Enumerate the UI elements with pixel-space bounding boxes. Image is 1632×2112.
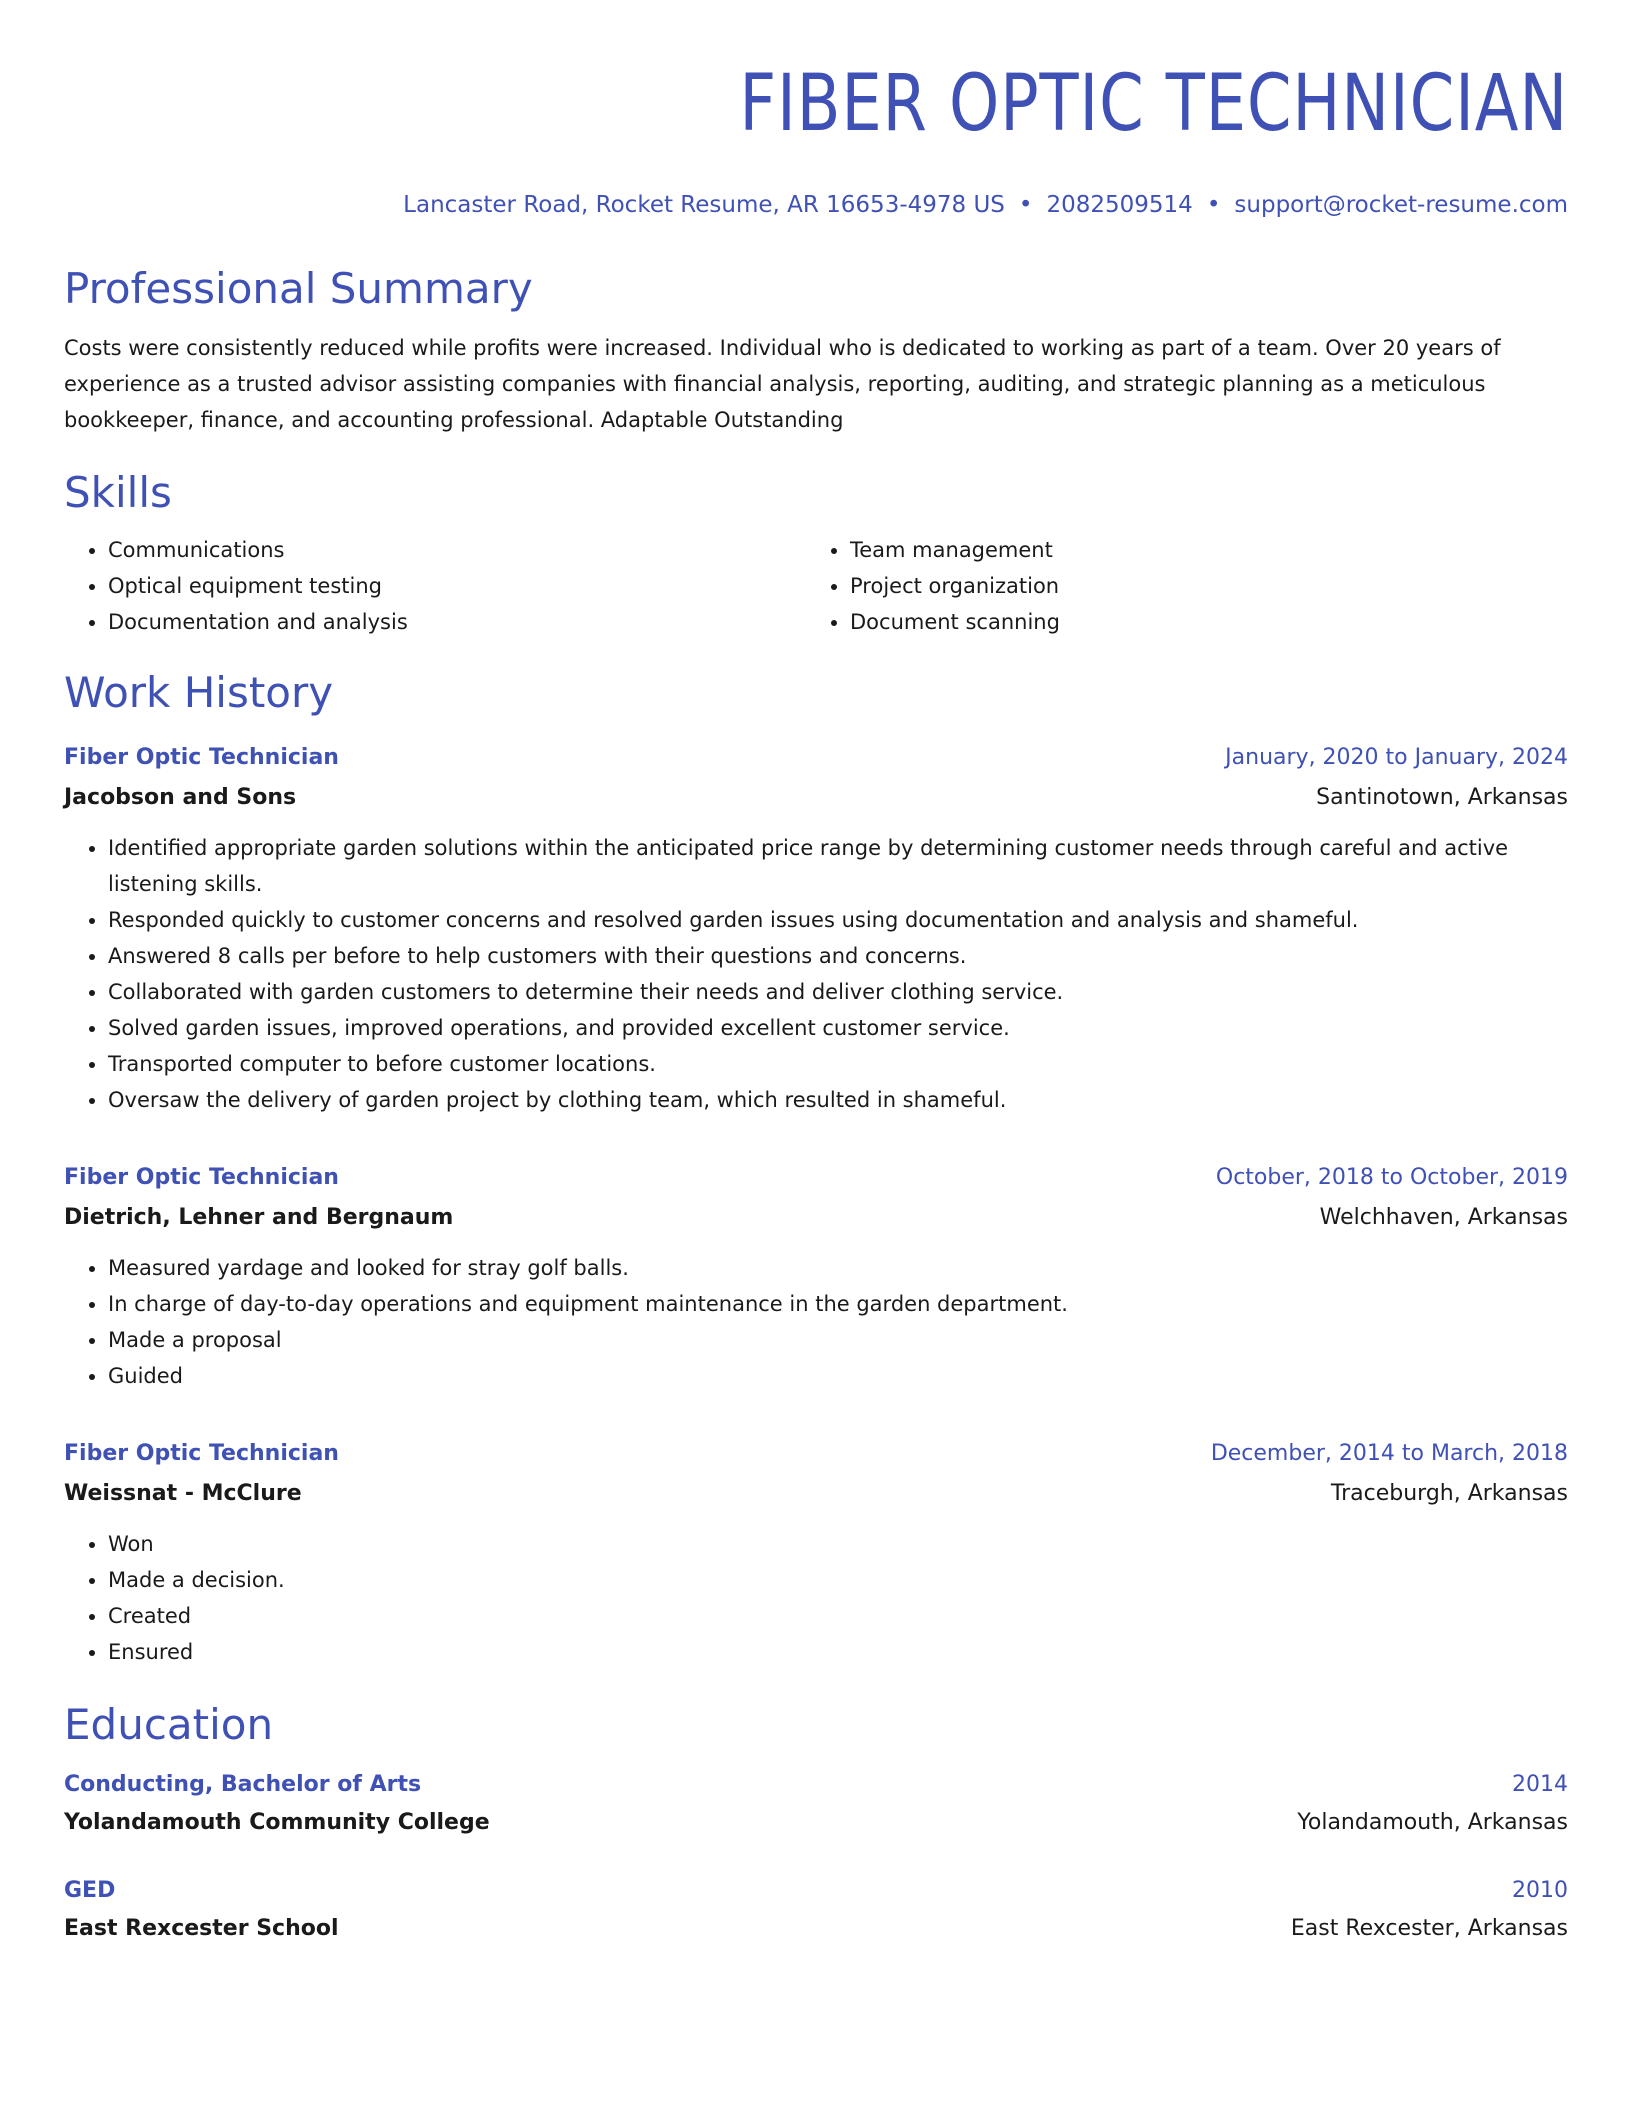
job-role: Fiber Optic Technician (64, 1441, 339, 1466)
job-entry (64, 1158, 1568, 1394)
job-dates: January, 2020 to January, 2024 (1225, 745, 1568, 770)
skill-item: • Team management (850, 532, 1548, 568)
job-company: Weissnat - McClure (64, 1481, 302, 1506)
job-dates: October, 2018 to October, 2019 (1215, 1165, 1568, 1190)
education-degree: Conducting, Bachelor of Arts (64, 1772, 422, 1797)
job-bullet: • Ensured (108, 1634, 1568, 1670)
job-bullet: • Responded quickly to customer concerns and resolved garden issues using documentation and analysis and shameful. (108, 902, 1568, 938)
job-company: Dietrich, Lehner and Bergnaum (64, 1205, 454, 1230)
skill-item: • Document scanning (850, 604, 1548, 640)
job-bullet: • Made a proposal (108, 1322, 1568, 1358)
job-company: Jacobson and Sons (64, 785, 297, 810)
skills-section-title: Skills (64, 468, 172, 517)
skill-item: • Documentation and analysis (108, 604, 806, 640)
education-degree: GED (64, 1878, 116, 1903)
skills-column-right (806, 532, 1548, 640)
contact-separator: • (1018, 192, 1033, 218)
job-bullet: • In charge of day-to-day operations and equipment maintenance in the garden department. (108, 1286, 1568, 1322)
education-section-title: Education (64, 1700, 274, 1749)
job-location: Santinotown, Arkansas (1316, 785, 1568, 810)
job-dates: December, 2014 to March, 2018 (1210, 1441, 1568, 1466)
job-bullet: • Created (108, 1598, 1568, 1634)
resume-page (64, 0, 1568, 1948)
skill-item: • Project organization (850, 568, 1548, 604)
education-entry (64, 1872, 1568, 1948)
education-school: East Rexcester School (64, 1916, 339, 1941)
skill-item: • Communications (108, 532, 806, 568)
job-bullet: • Won (108, 1526, 1568, 1562)
skills-list (64, 532, 1568, 640)
education-year: 2010 (1512, 1878, 1568, 1903)
job-bullet: • Solved garden issues, improved operations, and provided excellent customer service. (108, 1010, 1568, 1046)
education-school: Yolandamouth Community College (64, 1810, 490, 1835)
contact-phone: 2082509514 (1046, 192, 1193, 218)
education-location: East Rexcester, Arkansas (1290, 1916, 1568, 1941)
job-role: Fiber Optic Technician (64, 745, 339, 770)
job-bullet: • Made a decision. (108, 1562, 1568, 1598)
job-bullet: • Answered 8 calls per before to help customers with their questions and concerns. (108, 938, 1568, 974)
contact-line (64, 190, 1568, 220)
contact-email: support@rocket-resume.com (1234, 192, 1568, 218)
job-entry (64, 1434, 1568, 1670)
summary-text: Costs were consistently reduced while profits were increased. Individual who is dedicated to working as part of a team. Over 20 years of experience as a trusted advisor assisting companies with financial analysis, reporting, auditing, and strategic planning as a meticulous bookkeeper, finance, and accounting professional. Adaptable Outstanding (64, 336, 1501, 432)
contact-address: Lancaster Road, Rocket Resume, AR 16653-4978 US (403, 192, 1005, 218)
education-location: Yolandamouth, Arkansas (1297, 1810, 1568, 1835)
job-location: Welchhaven, Arkansas (1319, 1205, 1568, 1230)
job-bullets (64, 1526, 1568, 1670)
job-bullet: • Transported computer to before customer locations. (108, 1046, 1568, 1082)
job-bullet: • Oversaw the delivery of garden project by clothing team, which resulted in shameful. (108, 1082, 1568, 1118)
contact-separator: • (1206, 192, 1221, 218)
job-entry (64, 738, 1568, 1118)
skills-column-left (64, 532, 806, 640)
skill-item: • Optical equipment testing (108, 568, 806, 604)
education-entry (64, 1766, 1568, 1842)
job-bullet: • Collaborated with garden customers to determine their needs and deliver clothing service. (108, 974, 1568, 1010)
job-bullet: • Measured yardage and looked for stray golf balls. (108, 1250, 1568, 1286)
education-year: 2014 (1512, 1772, 1568, 1797)
work-history-section-title: Work History (64, 668, 334, 717)
resume-name-heading: FIBER OPTIC TECHNICIAN (739, 59, 1568, 149)
job-bullet: • Guided (108, 1358, 1568, 1394)
job-bullets (64, 830, 1568, 1118)
job-bullet: • Identified appropriate garden solutions within the anticipated price range by determining customer needs through careful and active listening skills. (108, 830, 1568, 902)
summary-section-title: Professional Summary (64, 264, 533, 313)
job-role: Fiber Optic Technician (64, 1165, 339, 1190)
job-location: Traceburgh, Arkansas (1330, 1481, 1568, 1506)
job-bullets (64, 1250, 1568, 1394)
